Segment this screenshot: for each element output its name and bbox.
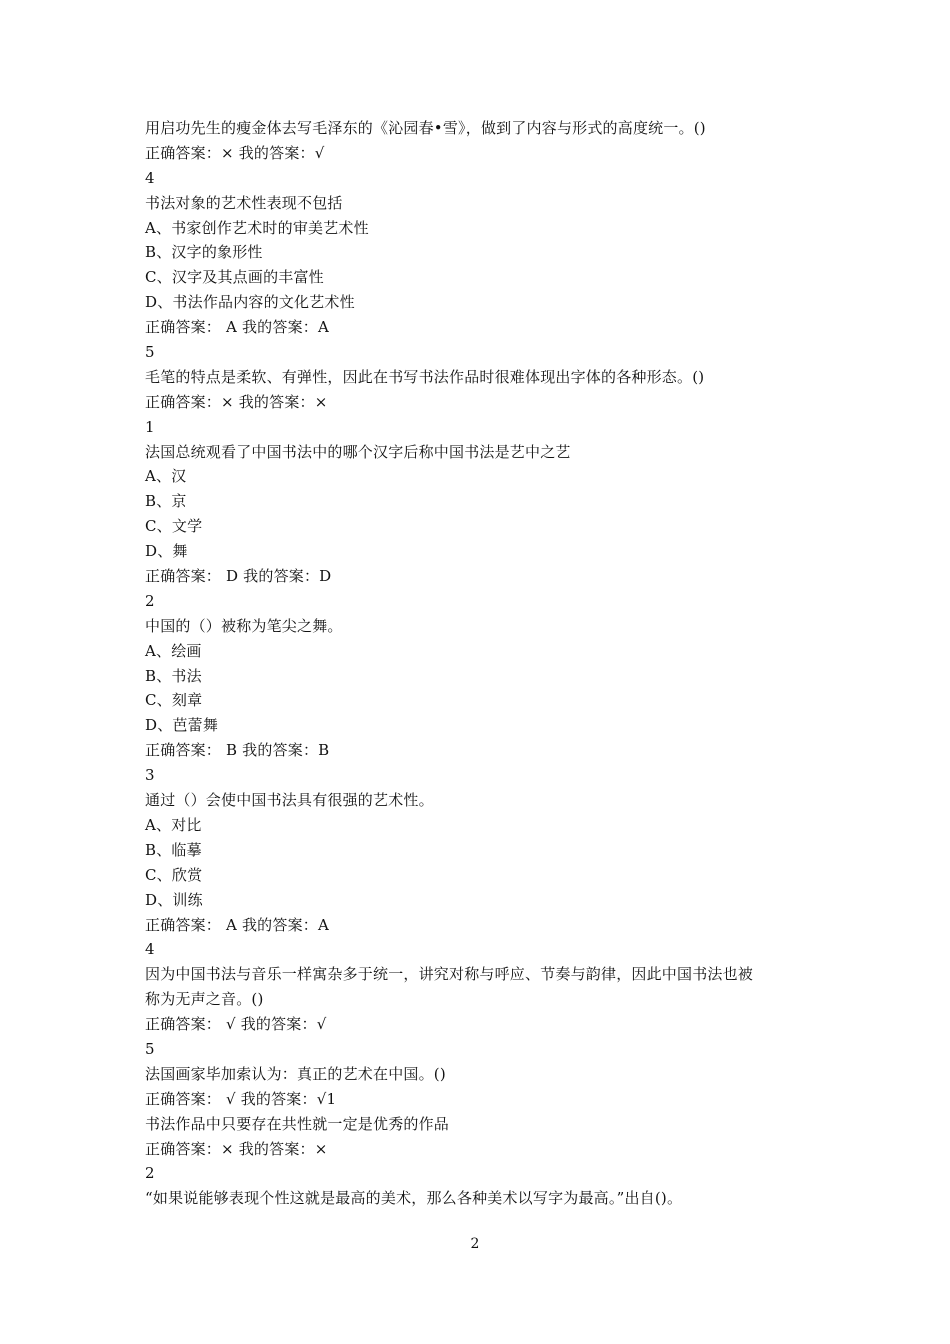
option-b: B、书法 xyxy=(145,666,202,685)
option-c: C、刻章 xyxy=(145,691,203,710)
answer-line: 正确答案： A 我的答案：A xyxy=(145,318,330,337)
question-text: 中国的（）被称为笔尖之舞。 xyxy=(145,616,343,635)
question-text: 因为中国书法与音乐一样寓杂多于统一，讲究对称与呼应、节奏与韵律，因此中国书法也被 xyxy=(145,965,754,984)
option-a: A、书家创作艺术时的审美艺术性 xyxy=(145,218,369,237)
question-number: 2 xyxy=(145,1164,155,1183)
answer-line: 正确答案： D 我的答案：D xyxy=(145,567,332,586)
question-text: 法国画家毕加索认为：真正的艺术在中国。() xyxy=(145,1064,446,1083)
question-number: 1 xyxy=(145,417,155,436)
text-line: 用启功先生的瘦金体去写毛泽东的《沁园春•雪》，做到了内容与形式的高度统一。() xyxy=(145,119,706,137)
question-number: 5 xyxy=(145,343,155,362)
question-number: 2 xyxy=(145,591,155,610)
question-text-continued: 称为无声之音。() xyxy=(145,990,264,1009)
answer-line: 正确答案： A 我的答案：A xyxy=(145,915,330,934)
answer-line: 正确答案： √ 我的答案：√ xyxy=(145,1015,327,1034)
option-c: C、文学 xyxy=(145,517,203,536)
question-text: 通过（）会使中国书法具有很强的艺术性。 xyxy=(145,791,434,810)
question-text: “如果说能够表现个性这就是最高的美术，那么各种美术以写字为最高。”出自()。 xyxy=(145,1189,683,1208)
question-text: 毛笔的特点是柔软、有弹性，因此在书写书法作品时很难体现出字体的各种形态。() xyxy=(145,367,705,386)
question-text: 书法作品中只要存在共性就一定是优秀的作品 xyxy=(145,1114,450,1133)
option-a: A、汉 xyxy=(145,467,187,486)
answer-line: 正确答案：× 我的答案：× xyxy=(145,1139,328,1158)
option-b: B、京 xyxy=(145,492,187,511)
option-d: D、书法作品内容的文化艺术性 xyxy=(145,293,355,312)
page-number: 2 xyxy=(470,1236,480,1252)
option-c: C、欣赏 xyxy=(145,865,203,884)
question-number: 4 xyxy=(145,940,155,959)
option-b: B、汉字的象形性 xyxy=(145,243,263,262)
question-number: 3 xyxy=(145,766,155,785)
option-a: A、绘画 xyxy=(145,641,202,660)
answer-line: 正确答案： √ 我的答案：√1 xyxy=(145,1089,337,1108)
question-number: 4 xyxy=(145,168,155,187)
answer-line: 正确答案： B 我的答案：B xyxy=(145,741,330,760)
document-content xyxy=(145,116,815,1211)
answer-line: 正确答案：× 我的答案：× xyxy=(145,392,328,411)
option-c: C、汉字及其点画的丰富性 xyxy=(145,268,324,287)
question-text: 书法对象的艺术性表现不包括 xyxy=(145,193,343,212)
option-d: D、训练 xyxy=(145,890,203,909)
answer-line: 正确答案：× 我的答案：√ xyxy=(145,143,325,162)
option-a: A、对比 xyxy=(145,815,202,834)
option-b: B、临摹 xyxy=(145,840,202,859)
question-number: 5 xyxy=(145,1039,155,1058)
option-d: D、芭蕾舞 xyxy=(145,716,219,735)
option-d: D、舞 xyxy=(145,542,188,561)
question-text: 法国总统观看了中国书法中的哪个汉字后称中国书法是艺中之艺 xyxy=(145,442,571,461)
